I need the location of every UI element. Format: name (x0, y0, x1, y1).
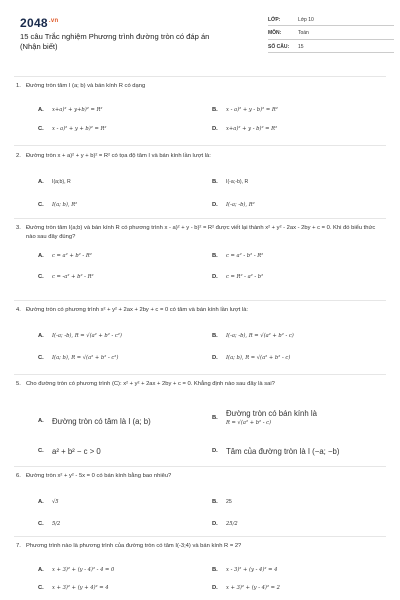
option-d[interactable] (212, 202, 255, 208)
option-text: c = a² - b² - R² (226, 253, 264, 259)
logo-suffix: .vn (48, 18, 59, 24)
option-c[interactable] (38, 274, 94, 280)
option-text: I(-a; -b), R = √(a² + b² - c²) (52, 332, 122, 339)
question-stem (16, 306, 386, 315)
option-d[interactable] (212, 521, 238, 527)
divider (14, 76, 386, 77)
option-text: x + 3)² + (y - 4)² = 2 (226, 584, 280, 591)
option-b[interactable] (212, 409, 317, 426)
option-text: I(-a; -b), R² (226, 201, 255, 208)
question-number: 7. (16, 543, 21, 549)
option-a[interactable] (38, 417, 151, 426)
meta-label: LỚP: (268, 16, 281, 23)
option-text-block (226, 409, 317, 426)
option-d[interactable] (212, 274, 263, 280)
option-label: B. (212, 498, 218, 505)
option-text: Đường tròn có bán kính là (226, 408, 317, 418)
question-text: Đường tròn x + a)² + y + b)² = R² có tọa độ tâm I và bán kính lần lượt là: (26, 153, 211, 159)
option-text: x - a)² + y + b)² = R² (52, 125, 107, 132)
option-label: D. (212, 201, 218, 208)
question-number: 4. (16, 307, 21, 313)
option-c[interactable] (38, 126, 106, 132)
option-label: C. (38, 354, 44, 361)
meta-label: SỐ CÂU: (268, 43, 290, 50)
option-d[interactable] (212, 585, 280, 591)
meta-table (268, 14, 394, 55)
option-formula: R = √(a² + b² - c) (226, 419, 272, 426)
question-1 (16, 82, 386, 142)
divider (14, 300, 386, 301)
option-label: B. (212, 253, 218, 259)
option-a[interactable] (38, 107, 102, 113)
option-label: A. (38, 106, 44, 113)
option-text: I(-a; -b), R = √(a² + b² - c) (226, 332, 294, 339)
option-d[interactable] (212, 126, 277, 132)
option-label: D. (212, 520, 218, 527)
question-stem (16, 82, 386, 91)
question-stem (16, 472, 386, 481)
option-text: x + 3)² + (y - 4)² - 4 = 0 (52, 566, 115, 573)
divider (14, 145, 386, 146)
question-number: 2. (16, 153, 21, 159)
question-number: 3. (16, 225, 21, 231)
option-text: 25/2 (226, 520, 238, 527)
option-label: B. (212, 106, 218, 113)
option-b[interactable] (212, 499, 232, 505)
question-5 (16, 380, 386, 462)
option-label: A. (38, 178, 44, 185)
option-text: Đường tròn có tâm là I (a; b) (52, 416, 151, 426)
option-label: C. (38, 274, 44, 280)
option-d[interactable] (212, 355, 290, 361)
meta-row-count (268, 41, 394, 53)
option-a[interactable] (38, 179, 71, 185)
option-label: C. (38, 584, 44, 591)
question-text: Đường tròn x² + y² - 5x = 0 có bán kính bằng bao nhiêu? (26, 473, 172, 479)
meta-label: MÔN: (268, 30, 282, 36)
question-text: Cho đường tròn có phương trình (C): x² + y² + 2ax + 2by + c = 0. Khẳng định nào sau đây là sai? (26, 381, 275, 387)
header (12, 12, 388, 68)
option-c[interactable] (38, 447, 101, 456)
option-text: x + 3)² + (y + 4)² = 4 (52, 584, 109, 591)
site-logo[interactable] (20, 16, 58, 30)
option-text: I(a; b), R = √(a² + b² - c) (226, 354, 291, 361)
option-label: A. (38, 253, 44, 259)
option-d[interactable] (212, 447, 339, 456)
option-label: A. (38, 566, 44, 573)
option-label: D. (212, 584, 218, 591)
option-label: A. (38, 332, 44, 339)
option-label: B. (212, 566, 218, 573)
option-text: c = -a² + b² - R² (52, 274, 94, 280)
option-c[interactable] (38, 585, 109, 591)
option-text: a² + b² − c > 0 (52, 446, 101, 456)
option-text: I(a; b), R = √(a² + b² - c²) (52, 354, 119, 361)
option-text: x+a)² + y+b)² = R² (52, 106, 103, 113)
option-text: 25 (226, 498, 232, 505)
meta-row-class (268, 14, 394, 26)
question-3 (16, 224, 386, 294)
question-stem (16, 380, 386, 389)
option-label: D. (212, 274, 218, 280)
option-b[interactable] (212, 333, 294, 339)
meta-value: Lớp 10 (298, 16, 314, 23)
question-stem (16, 152, 386, 161)
option-label: A. (38, 498, 44, 505)
option-c[interactable] (38, 355, 118, 361)
option-a[interactable] (38, 333, 122, 339)
question-text: Đường tròn có phương trình x² + y² + 2ax + 2by + c = 0 có tâm và bán kính lần lượt là: (26, 307, 249, 313)
question-text: Phương trình nào là phương trình của đường tròn có tâm I(-3;4) và bán kính R = 2? (26, 543, 242, 549)
option-label: A. (38, 418, 44, 424)
option-label: C. (38, 520, 44, 527)
option-label: B. (212, 332, 218, 339)
option-text: x - a)² + y - b)² = R² (226, 106, 278, 113)
option-label: D. (212, 354, 218, 361)
option-b[interactable] (212, 253, 263, 259)
question-text: Đường tròn tâm I (a; b) và bán kính R có dạng (26, 83, 146, 89)
question-number: 6. (16, 473, 21, 479)
question-4 (16, 306, 386, 370)
option-a[interactable] (38, 499, 59, 505)
option-a[interactable] (38, 567, 114, 573)
option-text: c = R² - a² - b² (226, 274, 264, 280)
option-text: 5/2 (52, 520, 61, 527)
question-2 (16, 152, 386, 214)
question-6 (16, 472, 386, 536)
option-a[interactable] (38, 253, 92, 259)
logo-text: 2048 (20, 16, 48, 30)
divider (14, 218, 386, 219)
option-text: I(a; b), R² (52, 201, 78, 208)
meta-row-subject (268, 28, 394, 40)
option-b[interactable] (212, 107, 278, 113)
option-label: B. (212, 178, 218, 185)
option-text: x+a)² + y - b)² = R² (226, 125, 278, 132)
meta-value: Toán (298, 30, 309, 36)
question-stem (16, 224, 386, 241)
question-text: Đường tròn tâm I(a;b) và bán kính R có phương trình x - a)² + y - b)² = R² được viết lại thành x² + y² - 2ax - 2by + c = 0. Khi đó biểu thức nào sau đây đúng? (26, 225, 376, 240)
option-c[interactable] (38, 202, 77, 208)
question-7 (16, 542, 386, 598)
option-label: D. (212, 125, 218, 132)
option-text: I(-a;-b), R (226, 178, 249, 185)
option-text: c = a² + b² - R² (52, 253, 92, 259)
page-title: 15 câu Trắc nghiệm Phương trình đường tròn có đáp án (Nhận biết) (20, 32, 210, 51)
option-b[interactable] (212, 567, 277, 573)
option-label: C. (38, 448, 44, 454)
divider (14, 466, 386, 467)
question-number: 5. (16, 381, 21, 387)
option-text: Tâm của đường tròn là I (−a; −b) (226, 446, 340, 456)
option-text: x - 3)² + (y - 4)² = 4 (226, 566, 278, 573)
question-stem (16, 542, 386, 551)
divider (14, 374, 386, 375)
option-text: √5 (52, 498, 59, 505)
question-number: 1. (16, 83, 21, 89)
meta-value: 15 (298, 43, 304, 50)
option-label: B. (212, 414, 218, 421)
option-c[interactable] (38, 521, 60, 527)
option-label: D. (212, 448, 218, 454)
option-b[interactable] (212, 179, 248, 185)
option-label: C. (38, 125, 44, 132)
option-text: I(a;b), R (52, 178, 71, 185)
divider (14, 536, 386, 537)
option-label: C. (38, 201, 44, 208)
